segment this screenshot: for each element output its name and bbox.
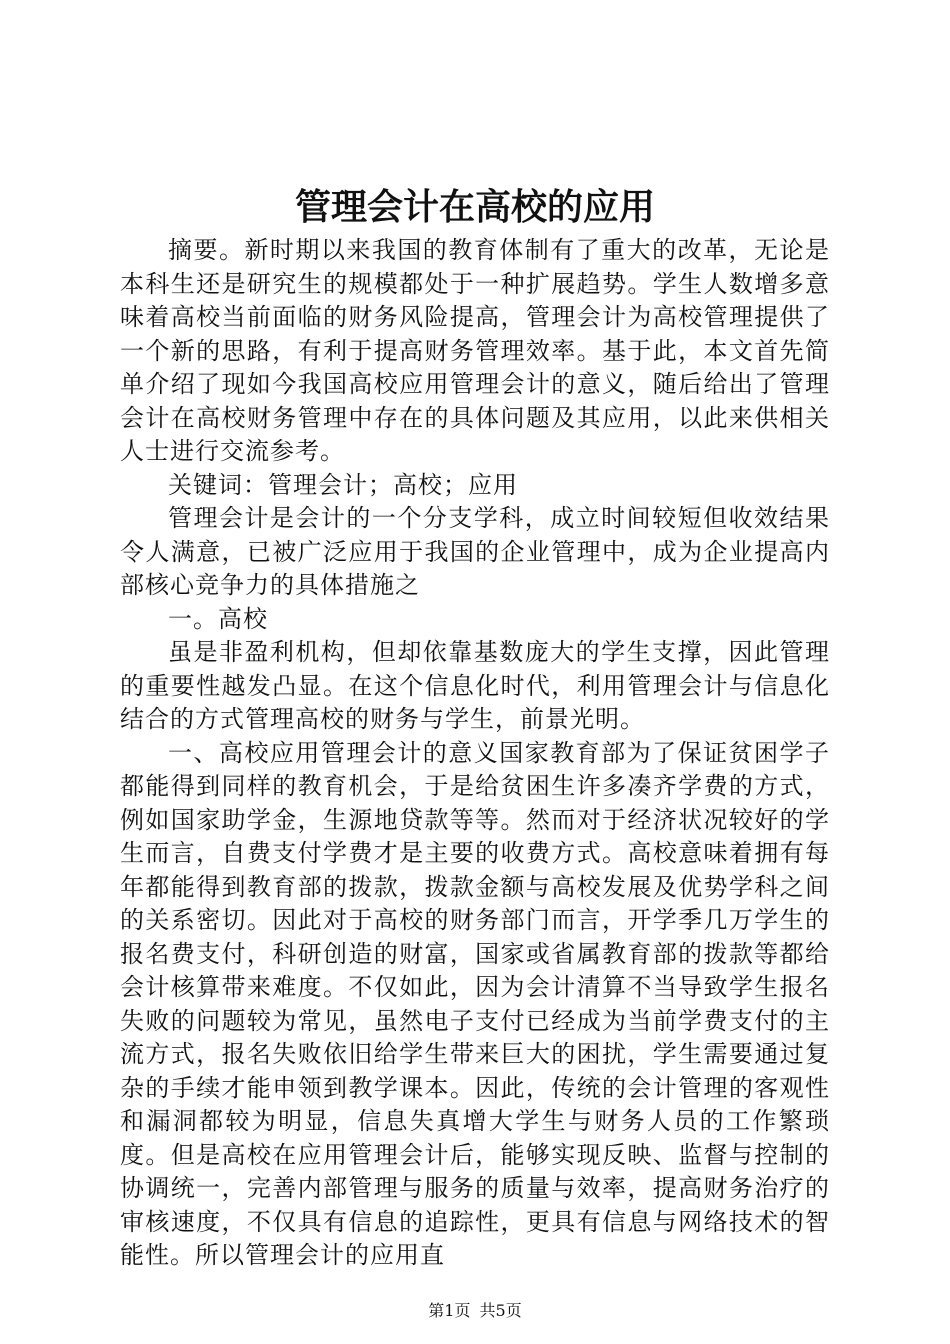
page-total: 共5页 — [479, 1301, 522, 1320]
page-footer — [0, 1300, 950, 1322]
document-title: 管理会计在高校的应用 — [294, 187, 655, 228]
body-paragraph: 一。高校 — [168, 604, 268, 633]
section-one-paragraph: 一、高校应用管理会计的意义国家教育部为了保证贫困学子都能得到同样的教育机会，于是给贫困生许多凑齐学费的方式，例如国家助学金，生源地贷款等等。然而对于经济状况较好的学生而言，自费支付学费才是主要的收费方式。高校意味着拥有每年都能得到教育部的拨款，拨款金额与高校发展及优势学科之间的关系密切。因此对于高校的财务部门而言，开学季几万学生的报名费支付，科研创造的财富，国家或省属教育部的拨款等都给会计核算带来难度。不仅如此，因为会计清算不当导致学生报名失败的问题较为常见，虽然电子支付已经成为当前学费支付的主流方式，报名失败依旧给学生带来巨大的困扰，学生需要通过复杂的手续才能申领到教学课本。因此，传统的会计管理的客观性和漏洞都较为明显，信息失真增大学生与财务人员的工作繁琐度。但是高校在应用管理会计后，能够实现反映、监督与控制的协调统一，完善内部管理与服务的质量与效率，提高财务治疗的审核速度，不仅具有信息的追踪性，更具有信息与网络技术的智能性。所以管理会计的应用直 — [120, 738, 830, 1269]
page-number: 第1页 — [428, 1301, 471, 1320]
body-paragraph: 虽是非盈利机构，但却依靠基数庞大的学生支撑，因此管理的重要性越发凸显。在这个信息化时代，利用管理会计与信息化结合的方式管理高校的财务与学生，前景光明。 — [120, 638, 830, 733]
abstract-paragraph: 摘要。新时期以来我国的教育体制有了重大的改革，无论是本科生还是研究生的规模都处于一种扩展趋势。学生人数增多意味着高校当前面临的财务风险提高，管理会计为高校管理提供了一个新的思路，有利于提高财务管理效率。基于此，本文首先简单介绍了现如今我国高校应用管理会计的意义，随后给出了管理会计在高校财务管理中存在的具体问题及其应用，以此来供相关人士进行交流参考。 — [120, 236, 830, 465]
document-body — [120, 234, 830, 1273]
keywords-paragraph: 关键词：管理会计；高校；应用 — [168, 470, 518, 499]
intro-paragraph: 管理会计是会计的一个分支学科，成立时间较短但收效结果令人满意，已被广泛应用于我国的企业管理中，成为企业提高内部核心竞争力的具体措施之 — [120, 504, 830, 599]
